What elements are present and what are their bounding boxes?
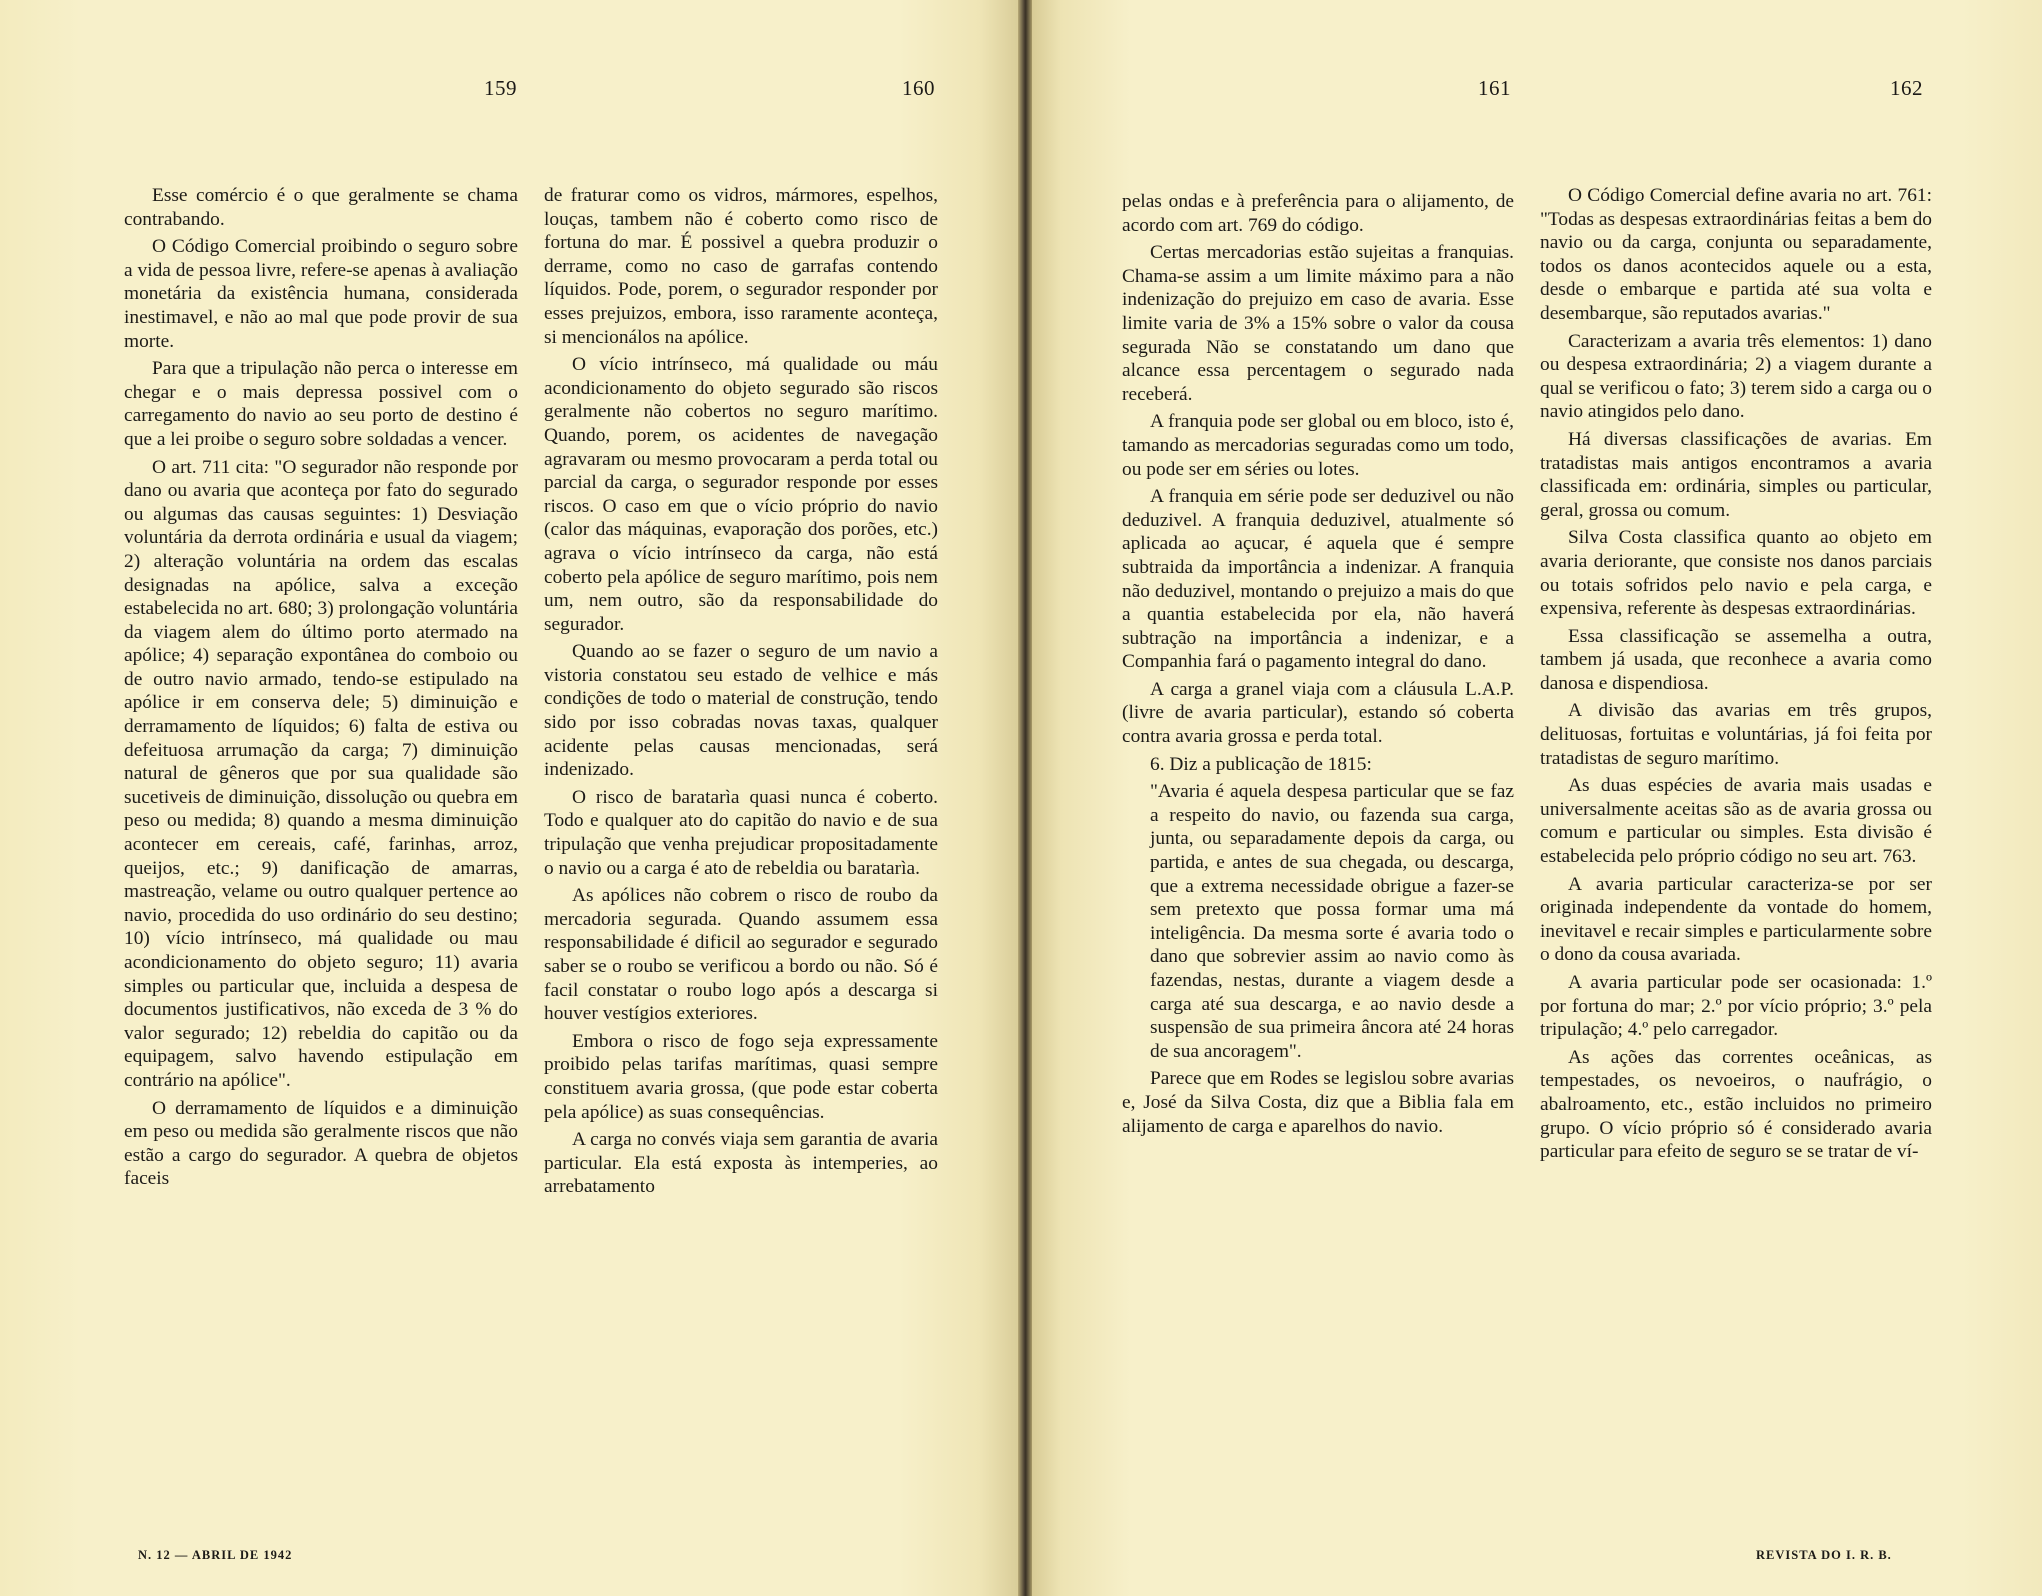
paragraph: Certas mercadorias estão sujeitas a franquias. Chama-se assim a um limite máximo para a não indenização do prejuizo em caso de avaria. Esse limite varia de 3% a 15% sobre o valor da cousa segurada Não se constatando um dano que alcance essa percentagem o segurado nada receberá.: [1122, 242, 1514, 405]
paragraph: A divisão das avarias em três grupos, delituosas, fortuitas e voluntárias, já foi feita por tratadistas de seguro marítimo.: [1540, 700, 1932, 769]
page-number-162: 162: [1890, 76, 1923, 100]
paragraph: A franquia em série pode ser deduzivel ou não deduzivel. A franquia deduzivel, atualmente só aplicada ao açucar, é aquela que é sempre subtraida da importância a indenizar. A franquia não deduzivel, montando o prejuizo a mais do que a quantia estabelecida por ela, não haverá subtração na importância a indenizar, e a Companhia fará o pagamento integral do dano.: [1122, 486, 1514, 673]
section-heading: 6. Diz a publicação de 1815:: [1150, 753, 1372, 775]
footer-issue: N. 12 — ABRIL DE 1942: [138, 1548, 293, 1562]
paragraph: O Código Comercial define avaria no art. 761: "Todas as despesas extraordinárias feitas a bem do navio ou da carga, conjunta ou separadamente, todos os danos acontecidos aquele ou a esta, desde o embarque e partida até sua volta e desembarque, são reputados avarias.": [1540, 185, 1932, 324]
paragraph: O vício intrínseco, má qualidade ou máu acondicionamento do objeto segurado são riscos geralmente não cobertos no seguro marítimo. Quando, porem, os acidentes de navegação agravaram ou mesmo provocaram a perda total ou parcial da carga, o segurador responde por esses riscos. O caso em que o vício próprio do navio (calor das máquinas, evaporação dos porões, etc.) agrava o vício intrínseco da carga, não está coberto pela apólice de seguro marítimo, pois nem um, nem outro, são da responsabilidade do segurador.: [544, 354, 938, 635]
column-page-161: [1122, 190, 1514, 1142]
paragraph: A carga no convés viaja sem garantia de avaria particular. Ela está exposta às intemperies, ao arrebatamento: [544, 1129, 938, 1198]
paragraph: As apólices não cobrem o risco de roubo da mercadoria segurada. Quando assumem essa responsabilidade é dificil ao segurador e segurado saber se o roubo se verificou a bordo ou não. Só é facil constatar o roubo logo após a descarga si houver vestígios exteriores.: [544, 885, 938, 1025]
paragraph: O Código Comercial proibindo o seguro sobre a vida de pessoa livre, refere-se apenas à avaliação monetária da existência humana, considerada inestimavel, e não ao mal que pode provir de sua morte.: [124, 236, 518, 352]
paragraph: A avaria particular pode ser ocasionada: 1.º por fortuna do mar; 2.º por vício próprio; 3.º pela tripulação; 4.º pelo carregador.: [1540, 972, 1932, 1041]
paragraph: Para que a tripulação não perca o interesse em chegar e o mais depressa possivel com o carregamento do navio ao seu porto de destino é que a lei proibe o seguro sobre soldadas a vencer.: [124, 358, 518, 450]
paragraph: Parece que em Rodes se legislou sobre avarias e, José da Silva Costa, diz que a Biblia fala em alijamento de carga e aparelhos do navio.: [1122, 1068, 1514, 1137]
page-number-161: 161: [1478, 76, 1511, 100]
paragraph: de fraturar como os vidros, mármores, espelhos, louças, tambem não é coberto como risco de fortuna do mar. É possivel a quebra produzir o derrame, como no caso de garrafas contendo líquidos. Pode, porem, o segurador responder por esses prejuizos, embora, isso raramente aconteça, si mencionálos na apólice.: [544, 185, 938, 348]
page-number-159: 159: [484, 76, 517, 100]
paragraph: Quando ao se fazer o seguro de um navio a vistoria constatou seu estado de velhice e más condições de todo o material de construção, tendo sido por isso cobradas novas taxas, qualquer acidente pelas causas mencionadas, será indenizado.: [544, 641, 938, 781]
column-page-162: [1540, 184, 1932, 1168]
paragraph: Silva Costa classifica quanto ao objeto em avaria deriorante, que consiste nos danos parciais ou totais sofridos pelo navio e pela carga, e expensiva, referente às despesas extraordinárias.: [1540, 527, 1932, 620]
paragraph: Há diversas classificações de avarias. Em tratadistas mais antigos encontramos a avaria classificada em: ordinária, simples ou particular, geral, grossa ou comum.: [1540, 428, 1932, 521]
paragraph: As ações das correntes oceânicas, as tempestades, os nevoeiros, o naufrágio, o abalroamento, etc., estão incluidos no primeiro grupo. O vício próprio só é considerado avaria particular para efeito de seguro se se tratar de ví-: [1540, 1046, 1932, 1163]
paragraph: Esse comércio é o que geralmente se chama contrabando.: [124, 185, 518, 230]
paragraph: As duas espécies de avaria mais usadas e universalmente aceitas são as de avaria grossa ou comum e particular ou simples. Esta divisão é estabelecida pelo próprio código no seu art. 763.: [1540, 775, 1932, 868]
block-quote: "Avaria é aquela despesa particular que se faz a respeito do navio, ou fazenda sua carga, junta, ou separadamente depois da carga, ou partida, e antes de sua chegada, ou descarga, que a extrema necessidade obrigue a fazer-se sem pretexto que possa formar uma má inteligência. Da mesma sorte é avaria todo o dano que sobrevier assim ao navio como às fazendas, nestas, durante a viagem desde a carga até sua descarga, e ao navio desde a suspensão de sua primeira âncora até 24 horas de sua ancoragem".: [1150, 781, 1514, 1062]
paragraph: A avaria particular caracteriza-se por ser originada independente da vontade do homem, inevitavel e recair simples e particularmente sobre o dono da cousa avariada.: [1540, 873, 1932, 966]
footer-journal: REVISTA DO I. R. B.: [1756, 1548, 1892, 1562]
paragraph: A franquia pode ser global ou em bloco, isto é, tamando as mercadorias seguradas como um todo, ou pode ser em séries ou lotes.: [1122, 411, 1514, 480]
paragraph: O risco de baratarìa quasi nunca é coberto. Todo e qualquer ato do capitão do navio e de sua tripulação que venha prejudicar propositadamente o navio ou a carga é ato de rebeldia ou baratarìa.: [544, 786, 938, 879]
paragraph: Essa classificação se assemelha a outra, tambem já usada, que reconhece a avaria como danosa e dispendiosa.: [1540, 625, 1932, 694]
column-page-159: [124, 184, 518, 1195]
paragraph: O derramamento de líquidos e a diminuição em peso ou medida são geralmente riscos que não estão a cargo do segurador. A quebra de objetos faceis: [124, 1097, 518, 1190]
paragraph: pelas ondas e à preferência para o alijamento, de acordo com art. 769 do código.: [1122, 191, 1514, 236]
paragraph: O art. 711 cita: "O segurador não responde por dano ou avaria que aconteça por fato do segurado ou algumas das causas seguintes: 1) Desviação voluntária da derrota ordinária e usual da viagem; 2) alteração voluntária na ordem das escalas designadas na apólice, salva a exceção estabelecida no art. 680; 3) prolongação voluntária da viagem alem do último porto atermado na apólice; 4) separação expontânea do comboio ou de outro navio armado, tendo-se estipulado na apólice ir em conserva dele; 5) diminuição e derramamento de líquidos; 6) falta de estiva ou defeituosa arrumação da carga; 7) diminuição natural de gêneros que por sua qualidade são sucetiveis de diminuição, dissolução ou quebra em peso ou medida; 8) quando a mesma diminuição acontecer em cereais, café, farinhas, arroz, queijos, etc.; 9) danificação de amarras, mastreação, velame ou outro qualquer pertence ao navio, procedida do uso ordinário do seu destino; 10) vício intrínseco, má qualidade ou mau acondicionamento do objeto seguro; 11) avaria simples ou particular que, incluida a despesa de documentos justificativos, não exceda de 3 % do valor segurado; 12) rebeldia do capitão ou da equipagem, salvo havendo estipulação em contrário na apólice".: [124, 456, 518, 1091]
paragraph: A carga a granel viaja com a cláusula L.A.P. (livre de avaria particular), estando só coberta contra avaria grossa e perda total.: [1122, 678, 1514, 748]
page-number-160: 160: [902, 76, 935, 100]
book-gutter: [1018, 0, 1032, 1596]
paragraph: Embora o risco de fogo seja expressamente proibido pelas tarifas marítimas, quasi sempre constituem avaria grossa, (que pode estar coberta pela apólice) as suas consequências.: [544, 1030, 938, 1123]
column-page-160: [544, 184, 938, 1203]
paragraph: Caracterizam a avaria três elementos: 1) dano ou despesa extraordinária; 2) a viagem durante a qual se verificou o fato; 3) terem sido a carga ou o navio atingidos pelo dano.: [1540, 330, 1932, 423]
